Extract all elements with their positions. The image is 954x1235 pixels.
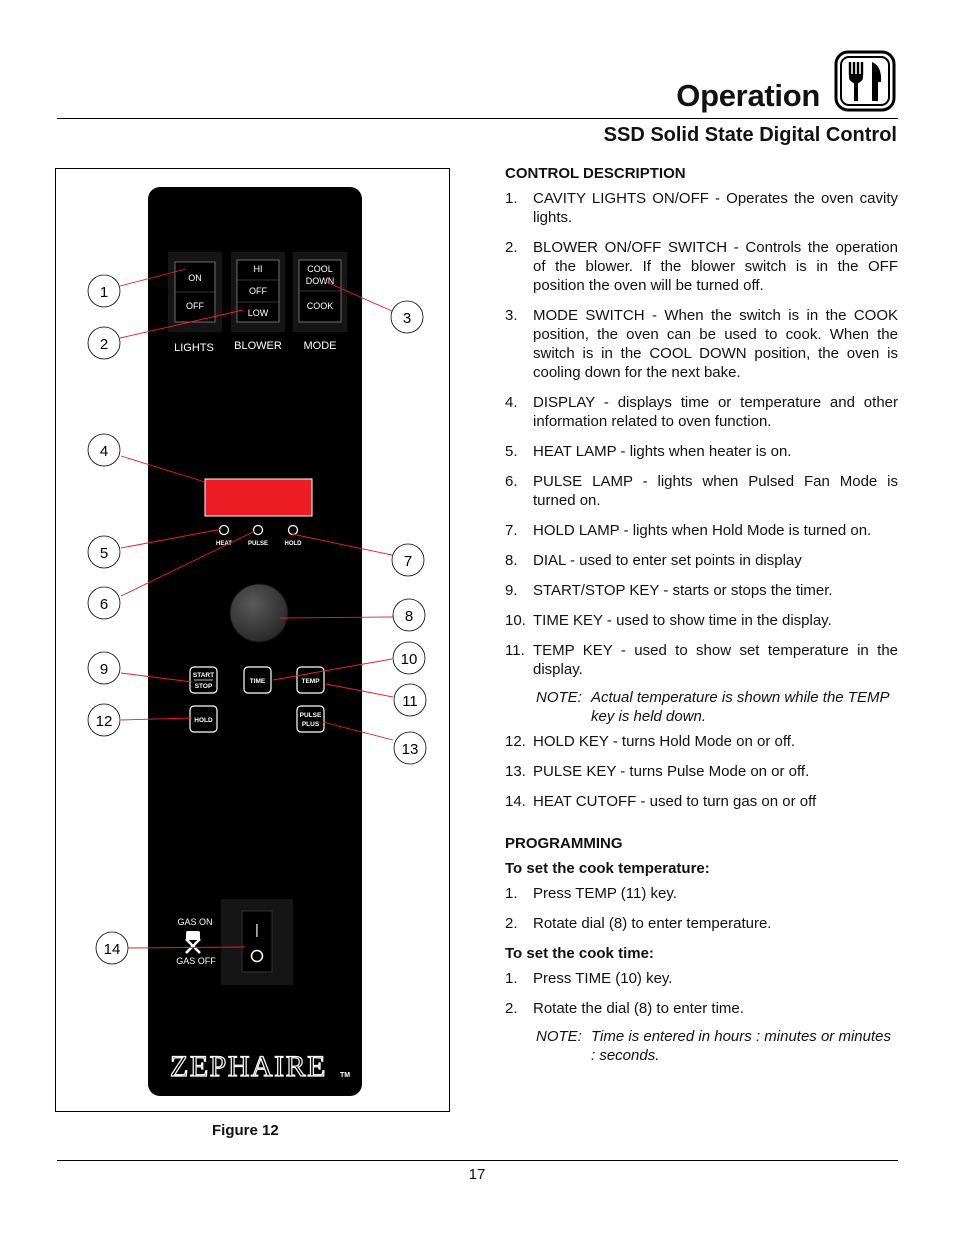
callout-2 (88, 327, 120, 359)
plus-key-label: PLUS (301, 721, 320, 728)
callout-9 (88, 652, 120, 684)
svg-text:7: 7 (403, 553, 413, 570)
list-text: CAVITY LIGHTS ON/OFF - Operates the oven cavity lights. (533, 190, 898, 226)
start-key-label: START (192, 672, 215, 679)
list-item (505, 884, 898, 903)
hold-key-label: HOLD (194, 717, 213, 724)
list-text: HEAT LAMP - lights when heater is on. (533, 443, 792, 460)
list-item (505, 521, 898, 540)
callout-12 (88, 704, 120, 736)
svg-text:13: 13 (401, 741, 419, 758)
list-number: 2. (505, 915, 518, 932)
callout-13 (394, 732, 426, 764)
pulse-lamp-label: PULSE (247, 541, 269, 547)
list-item (505, 238, 898, 295)
list-number: 11. (505, 642, 525, 659)
svg-text:6: 6 (99, 596, 109, 613)
svg-text:11: 11 (402, 693, 418, 710)
list-number: 10. (505, 612, 526, 629)
control-description-list-2 (505, 732, 898, 811)
brand-logo: ZEPHAIRE (170, 1050, 327, 1083)
list-item (505, 189, 898, 227)
lights-on-label: ON (188, 273, 202, 283)
list-number: 2. (505, 239, 518, 256)
brand-tm: TM (340, 1072, 351, 1079)
list-number: 8. (505, 552, 518, 569)
page-number: 17 (468, 1166, 486, 1183)
list-text: HOLD KEY - turns Hold Mode on or off. (533, 733, 796, 750)
list-item (505, 999, 898, 1018)
callout-10 (393, 642, 425, 674)
svg-text:9: 9 (99, 661, 109, 678)
blower-low-label: LOW (247, 308, 269, 318)
callout-1 (88, 275, 120, 307)
gas-on-label: GAS ON (177, 917, 213, 927)
list-number: 6. (505, 473, 518, 490)
list-item (505, 442, 898, 461)
pulse-plus-key[interactable] (297, 706, 324, 732)
callout-14 (96, 932, 128, 964)
list-item (505, 762, 898, 781)
programming-heading: PROGRAMMING (505, 835, 623, 852)
time-steps-list (505, 969, 898, 1018)
gas-off-label: GAS OFF (176, 956, 216, 966)
gas-rocker-on: | (255, 921, 259, 937)
list-number: 12. (505, 733, 526, 750)
svg-text:4: 4 (99, 443, 109, 460)
svg-text:10: 10 (400, 651, 418, 668)
list-text: MODE SWITCH - When the switch is in the COOK position, the oven can be used to cook. When the switch is in the COOL DOWN position, the oven is cooling down for the next bake. (533, 307, 898, 381)
text-column (505, 164, 898, 1071)
list-number: 14. (505, 793, 526, 810)
lights-label: LIGHTS (174, 342, 214, 354)
list-number: 5. (505, 443, 518, 460)
time-subheading: To set the cook time: (505, 945, 654, 962)
time-key-label: TIME (249, 678, 266, 685)
svg-text:3: 3 (402, 310, 412, 327)
list-number: 1. (505, 190, 518, 207)
note-label: NOTE: (536, 1028, 582, 1045)
list-item (505, 306, 898, 382)
list-item (505, 551, 898, 570)
note-label: NOTE: (536, 689, 582, 706)
note-text: Actual temperature is shown while the TEMP key is held down. (591, 689, 889, 725)
hold-lamp (289, 526, 298, 535)
list-text: PULSE LAMP - lights when Pulsed Fan Mode is turned on. (533, 473, 898, 509)
blower-label: BLOWER (234, 340, 282, 352)
svg-text:12: 12 (95, 713, 113, 730)
list-number: 13. (505, 763, 526, 780)
svg-text:8: 8 (404, 608, 414, 625)
list-text: Rotate the dial (8) to enter time. (533, 1000, 744, 1017)
note-time (536, 1027, 898, 1065)
list-text: HOLD LAMP - lights when Hold Mode is turned on. (533, 522, 872, 539)
pulse-key-label: PULSE (299, 712, 322, 719)
section-title: SSD Solid State Digital Control (603, 124, 897, 146)
callout-3 (391, 301, 423, 333)
svg-text:2: 2 (99, 336, 109, 353)
svg-text:14: 14 (103, 941, 121, 958)
temp-key-label: TEMP (301, 678, 320, 685)
control-description-list (505, 189, 898, 679)
list-item (505, 393, 898, 431)
hold-lamp-label: HOLD (284, 541, 302, 547)
page-title: Operation (676, 78, 820, 113)
blower-hi-label: HI (253, 264, 263, 274)
digital-display (205, 479, 312, 516)
list-number: 4. (505, 394, 518, 411)
temp-steps-list (505, 884, 898, 933)
note-temperature (536, 688, 898, 726)
control-dial[interactable] (230, 584, 288, 642)
list-text: DIAL - used to enter set points in display (533, 552, 802, 569)
list-text: Press TIME (10) key. (533, 970, 673, 987)
list-number: 1. (505, 970, 518, 987)
list-number: 2. (505, 1000, 518, 1017)
list-item (505, 611, 898, 630)
callout-4 (88, 434, 120, 466)
list-text: TEMP KEY - used to show set temperature in the display. (533, 642, 898, 678)
note-text: Time is entered in hours : minutes or minutes : seconds. (591, 1028, 891, 1064)
callout-7 (392, 544, 424, 576)
list-text: BLOWER ON/OFF SWITCH - Controls the operation of the blower. If the blower switch is in the OFF position the oven will be turned off. (533, 239, 898, 294)
callout-11 (394, 684, 426, 716)
mode-down-label: DOWN (305, 276, 335, 286)
callout-6 (88, 587, 120, 619)
figure-caption: Figure 12 (212, 1122, 279, 1139)
heat-lamp-label: HEAT (216, 541, 232, 547)
list-item (505, 732, 898, 751)
control-description-heading: CONTROL DESCRIPTION (505, 165, 686, 182)
list-number: 9. (505, 582, 518, 599)
callout-5 (88, 536, 120, 568)
stop-key-label: STOP (194, 683, 213, 690)
footer-rule (57, 1160, 898, 1161)
mode-label: MODE (303, 340, 337, 352)
svg-text:5: 5 (99, 545, 109, 562)
pulse-lamp (254, 526, 263, 535)
list-text: Press TEMP (11) key. (533, 885, 677, 902)
lights-off-label: OFF (186, 301, 204, 311)
list-text: START/STOP KEY - starts or stops the timer. (533, 582, 833, 599)
list-number: 1. (505, 885, 518, 902)
list-number: 3. (505, 307, 518, 324)
list-text: TIME KEY - used to show time in the display. (533, 612, 832, 629)
list-item (505, 472, 898, 510)
list-item (505, 641, 898, 679)
list-text: PULSE KEY - turns Pulse Mode on or off. (533, 763, 810, 780)
list-text: DISPLAY - displays time or temperature and other information related to oven function. (533, 394, 898, 430)
list-item (505, 581, 898, 600)
mode-cook-label: COOK (306, 301, 334, 311)
list-item (505, 914, 898, 933)
temp-subheading: To set the cook temperature: (505, 860, 710, 877)
list-text: Rotate dial (8) to enter temperature. (533, 915, 772, 932)
list-number: 7. (505, 522, 518, 539)
mode-cool-label: COOL (307, 264, 333, 274)
list-text: HEAT CUTOFF - used to turn gas on or off (533, 793, 817, 810)
svg-text:1: 1 (99, 284, 109, 301)
list-item (505, 969, 898, 988)
callout-8 (393, 599, 425, 631)
heat-lamp (220, 526, 229, 535)
list-item (505, 792, 898, 811)
blower-off-label: OFF (249, 286, 267, 296)
